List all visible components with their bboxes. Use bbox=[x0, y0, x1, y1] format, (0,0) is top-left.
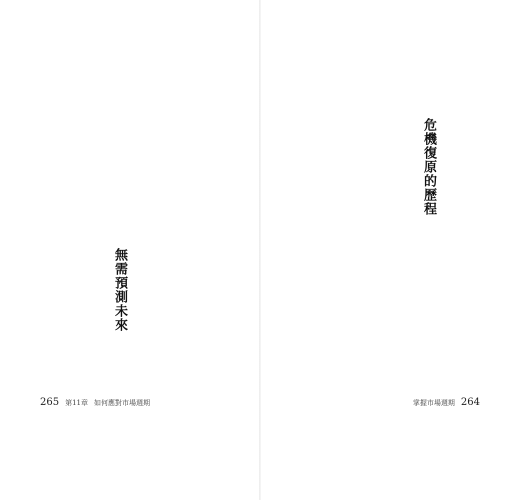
page-number-left: 265 bbox=[40, 397, 60, 408]
left-block-top bbox=[136, 130, 220, 308]
chapter-label: 第11章 bbox=[65, 399, 89, 407]
running-head-left: 如何應對市場週期 bbox=[94, 399, 151, 407]
right-intro-block bbox=[450, 120, 478, 270]
left-footer bbox=[40, 397, 150, 408]
right-footer bbox=[413, 397, 480, 408]
right-page bbox=[260, 0, 520, 500]
left-block-right-col bbox=[30, 130, 110, 308]
running-head-right: 掌握市場週期 bbox=[412, 399, 455, 407]
right-bottom-block bbox=[294, 306, 478, 410]
section-heading-recovery: 危機復原的歷程 bbox=[421, 118, 436, 216]
page-number-right: 264 bbox=[460, 397, 480, 408]
right-main-block bbox=[296, 118, 416, 296]
section-heading-no-forecast: 無需預測未來 bbox=[112, 248, 127, 332]
